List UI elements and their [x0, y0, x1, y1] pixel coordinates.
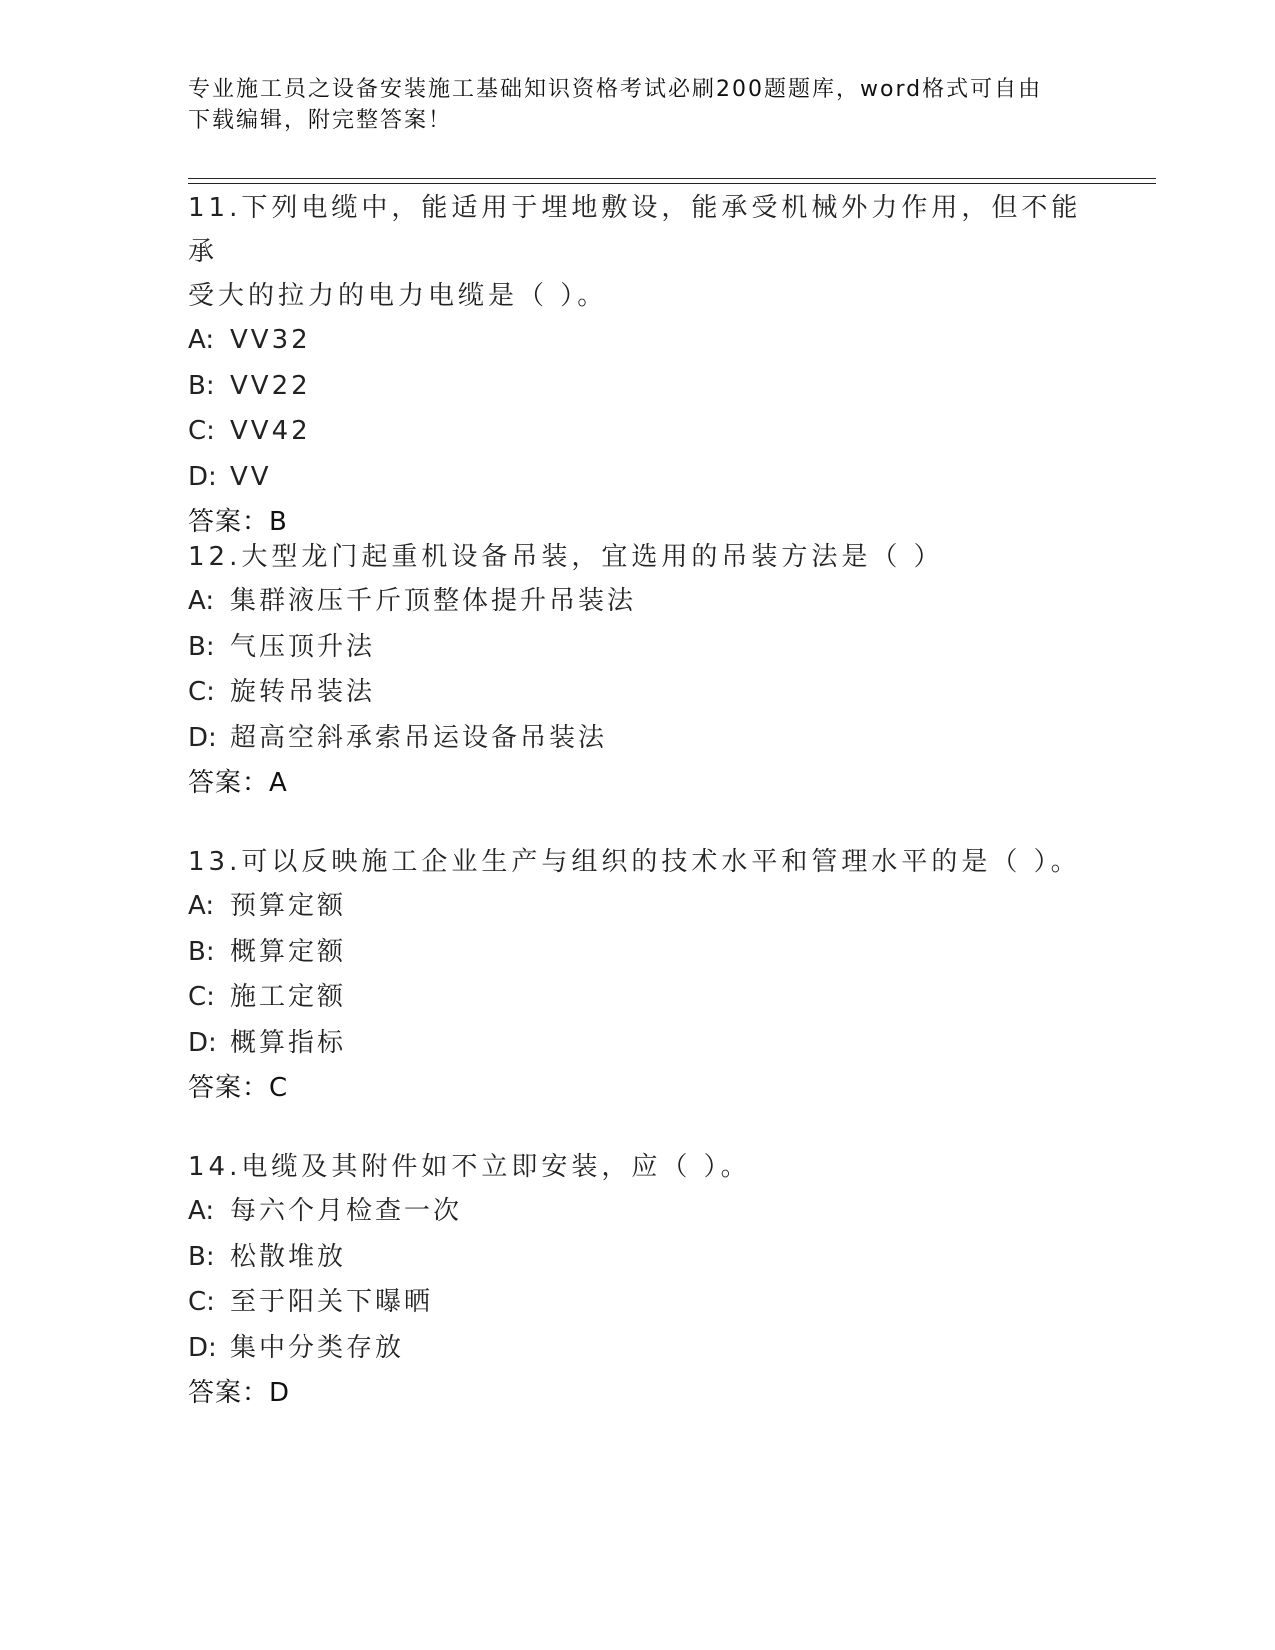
option-text: 集中分类存放 [230, 1332, 405, 1363]
question-13 [188, 840, 1088, 1111]
question-stem-line-1: 13.可以反映施工企业生产与组织的技术水平和管理水平的是（ ）。 [188, 847, 1081, 877]
option-text: 集群液压千斤顶整体提升吊装法 [230, 586, 637, 616]
option-letter: D: [188, 1332, 217, 1363]
answer-line [188, 1066, 1088, 1111]
question-12 [188, 535, 1088, 806]
option-a [188, 318, 1088, 364]
option-letter: B: [188, 631, 215, 662]
option-c [188, 1280, 1088, 1326]
option-text: 气压顶升法 [230, 631, 376, 662]
option-letter: A: [188, 325, 215, 355]
option-text: 松散堆放 [230, 1241, 347, 1272]
option-letter: C: [188, 416, 215, 446]
option-letter: B: [188, 1241, 215, 1272]
answer-line [188, 1371, 1088, 1416]
option-d [188, 1326, 1088, 1372]
option-text: VV42 [230, 416, 311, 446]
option-letter: D: [188, 722, 217, 753]
option-a [188, 884, 1088, 930]
answer-label: 答案： [188, 1378, 270, 1408]
option-text: 至于阳关下曝晒 [230, 1287, 434, 1317]
option-text: 概算定额 [230, 936, 347, 967]
option-d [188, 455, 1088, 501]
option-text: 超高空斜承索吊运设备吊装法 [230, 722, 608, 753]
answer-value: B [269, 507, 288, 537]
document-header [188, 74, 1068, 136]
option-letter: C: [188, 677, 215, 707]
answer-line [188, 761, 1088, 806]
option-text: VV22 [230, 370, 311, 401]
option-b [188, 364, 1088, 410]
answer-label: 答案： [188, 768, 270, 798]
option-b [188, 625, 1088, 671]
question-stem [188, 535, 1088, 579]
option-d [188, 1021, 1088, 1067]
answer-label: 答案： [188, 1073, 270, 1103]
option-d [188, 716, 1088, 762]
option-letter: A: [188, 586, 215, 616]
option-letter: A: [188, 1196, 215, 1226]
question-stem [188, 186, 1088, 318]
option-text: 每六个月检查一次 [230, 1196, 463, 1226]
question-14 [188, 1145, 1088, 1416]
question-stem [188, 1145, 1088, 1189]
option-letter: B: [188, 370, 215, 401]
question-11 [188, 186, 1088, 545]
question-stem-line-2: 受大的拉力的电力电缆是（ ）。 [188, 281, 608, 311]
option-letter: A: [188, 891, 215, 921]
option-b [188, 1235, 1088, 1281]
answer-value: C [269, 1073, 289, 1103]
option-b [188, 930, 1088, 976]
option-c [188, 670, 1088, 716]
option-text: VV32 [230, 325, 311, 355]
header-line-1: 专业施工员之设备安装施工基础知识资格考试必刷200题题库，word格式可自由 [188, 77, 1043, 102]
answer-value: A [269, 768, 288, 798]
option-text: 概算指标 [230, 1027, 347, 1058]
option-letter: D: [188, 461, 217, 492]
option-a [188, 1189, 1088, 1235]
option-text: 预算定额 [230, 891, 347, 921]
option-letter: D: [188, 1027, 217, 1058]
option-text: VV [230, 461, 272, 492]
option-c [188, 409, 1088, 455]
question-stem-line-1: 12.大型龙门起重机设备吊装，宜选用的吊装方法是（ ） [188, 542, 944, 572]
option-a [188, 579, 1088, 625]
header-divider-top [188, 178, 1156, 179]
option-letter: C: [188, 982, 215, 1012]
question-stem-line-1: 11.下列电缆中，能适用于埋地敷设，能承受机械外力作用，但不能承 [188, 193, 1082, 267]
option-text: 施工定额 [230, 982, 347, 1012]
option-c [188, 975, 1088, 1021]
answer-label: 答案： [188, 507, 270, 537]
option-letter: B: [188, 936, 215, 967]
answer-value: D [269, 1378, 291, 1408]
question-stem-line-1: 14.电缆及其附件如不立即安装，应（ ）。 [188, 1152, 751, 1182]
option-text: 旋转吊装法 [230, 677, 376, 707]
option-letter: C: [188, 1287, 215, 1317]
header-divider-bottom [188, 183, 1156, 184]
question-stem [188, 840, 1088, 884]
header-line-2: 下载编辑，附完整答案！ [188, 108, 453, 133]
